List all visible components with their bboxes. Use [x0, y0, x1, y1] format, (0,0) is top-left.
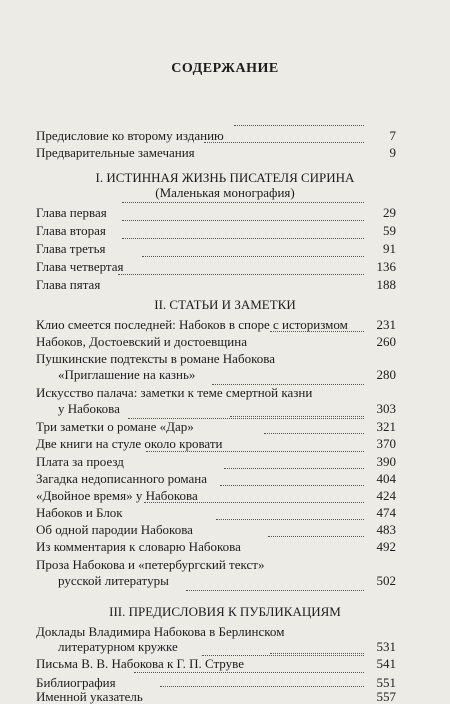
section-title: II. СТАТЬИ И ЗАМЕТКИ — [154, 297, 296, 312]
leader-dots — [122, 238, 364, 239]
entry-page: 531 — [376, 639, 396, 654]
entry-page: 29 — [383, 205, 396, 220]
entry-title: Загадка недописанного романа — [36, 471, 207, 486]
leader-dots — [118, 274, 364, 275]
entry-title: Предисловие ко второму изданию — [36, 128, 224, 143]
leader-dots — [204, 142, 364, 143]
leader-dots — [268, 536, 364, 537]
entry-page: 424 — [376, 488, 396, 503]
entry-page: 231 — [376, 317, 396, 332]
entry-title: Две книги на стуле около кровати — [36, 436, 223, 451]
toc-entry-two-line — [36, 385, 396, 419]
entry-title: Глава третья — [36, 241, 106, 256]
leader-dots — [224, 468, 364, 469]
entry-title: Клио смеется последней: Набоков в споре с историзмом — [36, 317, 348, 332]
entry-page: 492 — [376, 539, 396, 554]
entry-page: 390 — [376, 454, 396, 469]
entry-title-continued: «Приглашение на казнь» — [58, 367, 196, 382]
section-title: I. ИСТИННАЯ ЖИЗНЬ ПИСАТЕЛЯ СИРИНА — [95, 170, 355, 185]
entry-title: Доклады Владимира Набокова в Берлинском — [36, 624, 285, 639]
leader-dots — [270, 331, 364, 332]
entry-page: 404 — [376, 471, 396, 486]
entry-title: Библиография — [36, 675, 116, 690]
entry-title: Глава первая — [36, 205, 107, 220]
entry-page: 136 — [376, 259, 396, 274]
entry-page: 551 — [376, 675, 396, 690]
page-title: СОДЕРЖАНИЕ — [171, 61, 279, 76]
toc-entry-two-line — [36, 557, 396, 591]
leader-dots — [186, 590, 364, 591]
entry-title: Глава вторая — [36, 223, 106, 238]
leader-dots — [142, 256, 364, 257]
entry-title: Набоков и Блок — [36, 505, 123, 520]
entry-title: Предварительные замечания — [36, 145, 195, 160]
toc-entry-two-line — [36, 351, 396, 385]
entry-title: Пушкинские подтексты в романе Набокова — [36, 351, 275, 366]
entry-title: Искусство палача: заметки к теме смертной казни — [36, 385, 313, 400]
entry-title: Три заметки о романе «Дар» — [36, 419, 194, 434]
entry-title: Именной указатель — [36, 689, 143, 704]
entry-page: 7 — [389, 128, 396, 143]
entry-page: 91 — [383, 241, 396, 256]
leader-dots — [234, 125, 364, 126]
entry-title: Глава четвертая — [36, 259, 124, 274]
entry-title: Об одной пародии Набокова — [36, 522, 193, 537]
toc-entry-two-line — [36, 624, 396, 656]
entry-title: Плата за проезд — [36, 454, 124, 469]
leader-dots — [146, 451, 364, 452]
entry-page: 541 — [376, 656, 396, 671]
entry-title-continued: у Набокова — [58, 401, 120, 416]
entry-title: «Двойное время» у Набокова — [36, 488, 198, 503]
leader-dots — [134, 672, 364, 673]
entry-page: 188 — [376, 277, 396, 292]
entry-page: 370 — [376, 436, 396, 451]
entry-title: Письма В. В. Набокова к Г. П. Струве — [36, 656, 244, 671]
entry-title: Глава пятая — [36, 277, 101, 292]
leader-dots — [220, 485, 364, 486]
leader-dots — [144, 502, 364, 503]
entry-page: 9 — [389, 145, 396, 160]
section-subtitle: (Маленькая монография) — [155, 185, 295, 200]
leader-dots — [216, 519, 364, 520]
entry-title-continued: русской литературы — [58, 573, 169, 588]
leader-dots — [264, 433, 364, 434]
entry-page: 280 — [376, 367, 396, 382]
entry-page: 557 — [376, 689, 396, 704]
entry-page: 502 — [376, 573, 396, 588]
entry-page: 303 — [376, 401, 396, 416]
entry-page: 59 — [383, 223, 396, 238]
section-title: III. ПРЕДИСЛОВИЯ К ПУБЛИКАЦИЯМ — [109, 604, 341, 619]
leader-dots — [160, 686, 364, 687]
entry-page: 474 — [376, 505, 396, 520]
leader-dots — [122, 202, 364, 203]
entry-title: Проза Набокова и «петербургский текст» — [36, 557, 265, 572]
entry-title: Набоков, Достоевский и достоевщина — [36, 334, 247, 349]
entry-title-continued: литературном кружке — [58, 639, 178, 654]
entry-page: 260 — [376, 334, 396, 349]
leader-dots — [270, 653, 364, 654]
leader-dots — [230, 416, 364, 417]
entry-page: 483 — [376, 522, 396, 537]
entry-page: 321 — [376, 419, 396, 434]
leader-dots — [122, 220, 364, 221]
entry-title: Из комментария к словарю Набокова — [36, 539, 241, 554]
